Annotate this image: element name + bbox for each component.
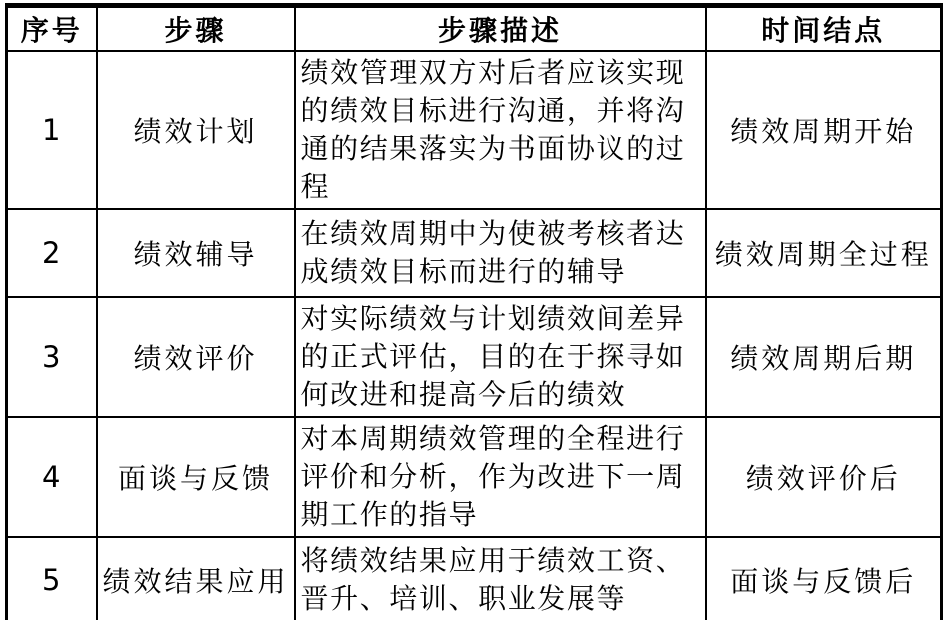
column-header-number: 序号 [7,6,97,52]
cell-step: 绩效结果应用 [97,537,295,620]
cell-time: 绩效周期全过程 [706,209,942,297]
cell-description: 在绩效周期中为使被考核者达成绩效目标而进行的辅导 [295,209,706,297]
table-row [7,51,942,209]
cell-description: 对本周期绩效管理的全程进行评价和分析，作为改进下一周期工作的指导 [295,417,706,537]
cell-description: 绩效管理双方对后者应该实现的绩效目标进行沟通，并将沟通的结果落实为书面协议的过程 [295,51,706,209]
cell-time: 面谈与反馈后 [706,537,942,620]
cell-number: 4 [7,417,97,537]
cell-description: 将绩效结果应用于绩效工资、晋升、培训、职业发展等 [295,537,706,620]
table-header-row [7,6,942,52]
table-row [7,537,942,620]
cell-time: 绩效周期开始 [706,51,942,209]
cell-number: 2 [7,209,97,297]
column-header-step: 步骤 [97,6,295,52]
cell-step: 绩效评价 [97,297,295,417]
cell-step: 绩效计划 [97,51,295,209]
table-row [7,417,942,537]
performance-management-steps-table [5,3,943,620]
cell-number: 5 [7,537,97,620]
cell-number: 1 [7,51,97,209]
column-header-time: 时间结点 [706,6,942,52]
cell-number: 3 [7,297,97,417]
cell-step: 绩效辅导 [97,209,295,297]
cell-time: 绩效周期后期 [706,297,942,417]
column-header-description: 步骤描述 [295,6,706,52]
cell-description: 对实际绩效与计划绩效间差异的正式评估，目的在于探寻如何改进和提高今后的绩效 [295,297,706,417]
table-row [7,297,942,417]
cell-step: 面谈与反馈 [97,417,295,537]
table-row [7,209,942,297]
cell-time: 绩效评价后 [706,417,942,537]
